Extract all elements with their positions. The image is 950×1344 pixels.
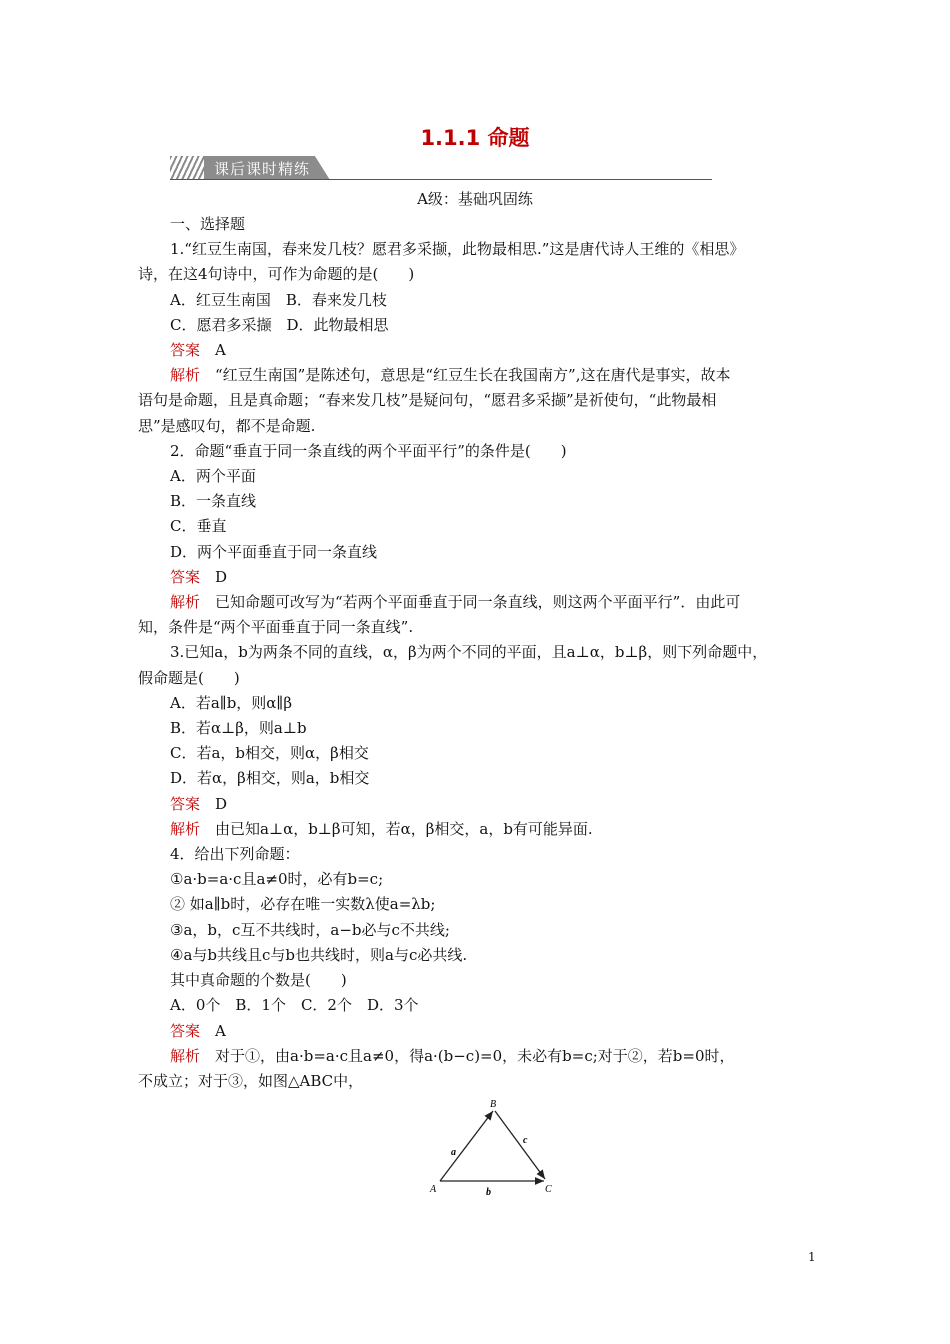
vector-a	[440, 1111, 493, 1181]
q3-option-c: C．若a，b相交，则α，β相交	[170, 744, 369, 763]
answer-value: A	[200, 1021, 226, 1040]
side-b-label: b	[486, 1187, 491, 1198]
answer-value: D	[200, 567, 228, 586]
q1-analysis-line3: 思”是感叹句，都不是命题.	[138, 416, 316, 435]
vertex-c-label: C	[545, 1184, 552, 1195]
q4-proposition-1: ①a·b=a·c且a≠0时，必有b=c;	[170, 870, 384, 889]
q4-proposition-3: ③a，b，c互不共线时，a−b必与c不共线;	[170, 920, 450, 939]
section-heading: 一、选择题	[170, 215, 246, 233]
q4-proposition-2: ② 如a∥b时，必存在唯一实数λ使a=λb;	[170, 895, 436, 914]
q2-analysis-line2: 知，条件是“两个平面垂直于同一条直线”.	[138, 618, 414, 637]
q4-stem: 4．给出下列命题：	[170, 845, 300, 864]
analysis-text: 由已知a⊥α，b⊥β可知，若α，β相交，a，b有可能异面.	[200, 819, 593, 838]
analysis-label: 解析	[170, 593, 201, 612]
q3-option-b: B．若α⊥β，则a⊥b	[170, 719, 307, 738]
vector-c	[495, 1111, 545, 1179]
analysis-label: 解析	[170, 819, 201, 838]
vertex-a-label: A	[430, 1184, 437, 1195]
q3-stem-line2: 假命题是( )	[138, 668, 240, 687]
banner-label: 课后课时精练	[214, 160, 311, 178]
q4-options: A．0个 B．1个 C．2个 D．3个	[170, 996, 419, 1015]
q3-analysis	[138, 817, 818, 842]
q1-stem-line1: 1.“红豆生南国，春来发几枝？愿君多采撷，此物最相思.”这是唐代诗人王维的《相思》	[170, 240, 745, 259]
q4-analysis-line1	[138, 1044, 818, 1069]
answer-value: A	[200, 341, 226, 360]
page-number: 1	[808, 1250, 816, 1264]
answer-value: D	[200, 794, 228, 813]
q2-analysis-line1	[138, 590, 818, 615]
page-title: 1.1.1 命题	[420, 126, 530, 150]
q3-option-d: D．若α，β相交，则a，b相交	[170, 769, 370, 788]
q1-options-cd: C．愿君多采撷 D．此物最相思	[170, 315, 389, 334]
analysis-label: 解析	[170, 366, 201, 385]
banner-rule	[170, 179, 712, 180]
q1-analysis-line1	[138, 363, 818, 388]
q1-stem-line2: 诗，在这4句诗中，可作为命题的是( )	[138, 265, 415, 284]
analysis-text: 已知命题可改写为“若两个平面垂直于同一条直线，则这两个平面平行”．由此可	[200, 593, 741, 612]
q3-answer	[138, 792, 818, 817]
q2-answer	[138, 565, 818, 590]
q1-analysis-line2: 语句是命题，且是真命题；“春来发几枝”是疑问句，“愿君多采撷”是祈使句，“此物最相	[138, 391, 717, 410]
document-body	[138, 212, 818, 1094]
analysis-text: 对于①，由a·b=a·c且a≠0，得a·(b−c)=0，未必有b=c;对于②，若b=0时，	[200, 1046, 735, 1065]
q4-answer	[138, 1019, 818, 1044]
triangle-abc-figure	[420, 1093, 560, 1203]
q3-option-a: A．若a∥b，则α∥β	[170, 693, 293, 712]
vertex-b-label: B	[490, 1099, 497, 1110]
banner-hatch-decoration	[170, 156, 206, 180]
analysis-label: 解析	[170, 1046, 201, 1065]
answer-label: 答案	[170, 567, 201, 586]
q2-option-b: B．一条直线	[170, 492, 257, 511]
answer-label: 答案	[170, 794, 201, 813]
side-a-label: a	[451, 1147, 456, 1158]
section-banner	[170, 156, 712, 182]
analysis-text: “红豆生南国”是陈述句，意思是“红豆生长在我国南方”,这在唐代是事实，故本	[200, 366, 731, 385]
q4-ask: 其中真命题的个数是( )	[170, 971, 347, 990]
q4-analysis-line2: 不成立；对于③，如图△ABC中，	[138, 1071, 364, 1090]
q1-options-ab: A．红豆生南国 B．春来发几枝	[170, 290, 387, 309]
answer-label: 答案	[170, 1021, 201, 1040]
side-c-label: c	[523, 1135, 528, 1146]
q2-option-c: C．垂直	[170, 517, 227, 536]
level-heading: A级：基础巩固练	[417, 190, 533, 208]
q4-proposition-4: ④a与b共线且c与b也共线时，则a与c必共线.	[170, 945, 468, 964]
answer-label: 答案	[170, 341, 201, 360]
q2-stem: 2．命题“垂直于同一条直线的两个平面平行”的条件是( )	[170, 441, 567, 460]
q2-option-a: A．两个平面	[170, 467, 256, 486]
q3-stem-line1: 3.已知a，b为两条不同的直线，α，β为两个不同的平面，且a⊥α，b⊥β，则下列命题中，	[170, 643, 768, 662]
q1-answer	[138, 338, 818, 363]
q2-option-d: D．两个平面垂直于同一条直线	[170, 542, 378, 561]
